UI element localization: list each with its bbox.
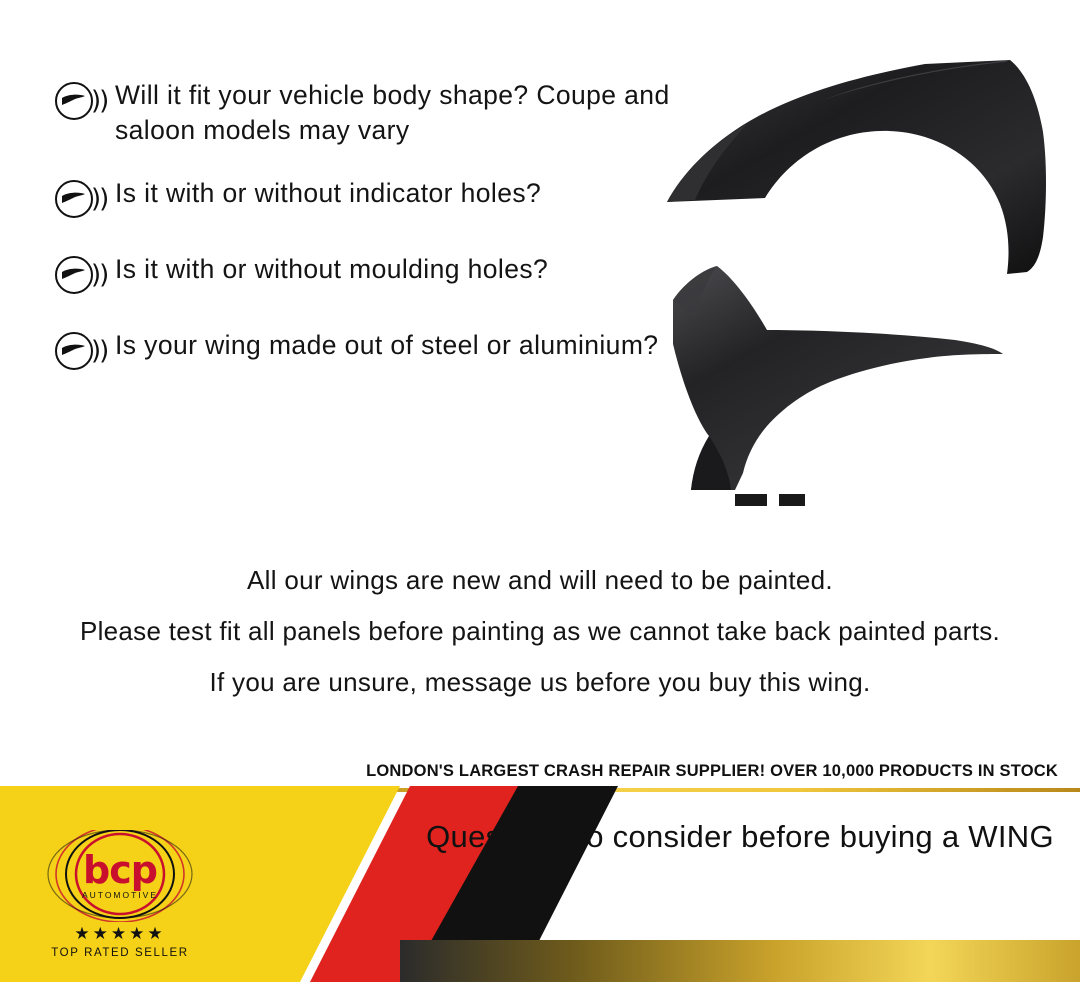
- top-rated-seller-label: TOP RATED SELLER: [51, 947, 189, 959]
- bcp-logo: [20, 830, 220, 980]
- list-item: [55, 252, 675, 300]
- wing-glyph-icon: [62, 94, 86, 108]
- list-item: [55, 78, 675, 148]
- question-text: Is it with or without moulding holes?: [115, 254, 549, 284]
- list-item: [55, 328, 675, 376]
- sound-waves-icon: )): [91, 260, 108, 290]
- note-line: All our wings are new and will need to be painted.: [247, 565, 833, 595]
- banner-title: Questions to consider before buying a WING: [426, 819, 1054, 854]
- logo-wordmark: bcp: [83, 848, 157, 892]
- question-text: Is it with or without indicator holes?: [115, 178, 542, 208]
- notes-block: [0, 565, 1080, 718]
- wing-glyph-icon: [62, 268, 86, 282]
- gold-bottom-strip: [400, 940, 1080, 982]
- wing-sound-icon: [55, 332, 108, 376]
- wing-glyph-icon: [62, 192, 86, 206]
- wing-sound-icon: [55, 180, 108, 224]
- note-line: If you are unsure, message us before you buy this wing.: [209, 667, 871, 697]
- note-line: Please test fit all panels before painting as we cannot take back painted parts.: [79, 616, 1001, 646]
- wing-sound-icon: [55, 256, 108, 300]
- car-wing-panel-lower-image: [655, 258, 1010, 513]
- wing-sound-icon: [55, 82, 108, 126]
- sound-waves-icon: )): [91, 184, 108, 214]
- car-wing-panel-upper-image: [655, 52, 1050, 282]
- tagline-text: LONDON'S LARGEST CRASH REPAIR SUPPLIER! OVER 10,000 PRODUCTS IN STOCK: [366, 762, 1058, 780]
- list-item: [55, 176, 675, 224]
- logo-subtitle: AUTOMOTIVE: [81, 890, 159, 900]
- question-text: Is your wing made out of steel or aluminium?: [115, 330, 659, 360]
- wing-glyph-icon: [62, 344, 86, 358]
- question-text: Will it fit your vehicle body shape? Coupe and saloon models may vary: [115, 80, 670, 145]
- sound-waves-icon: )): [91, 336, 108, 366]
- rating-stars: ★★★★★: [74, 924, 166, 944]
- logo-badge: [45, 830, 195, 922]
- questions-list: [55, 78, 675, 404]
- sound-waves-icon: )): [91, 86, 108, 116]
